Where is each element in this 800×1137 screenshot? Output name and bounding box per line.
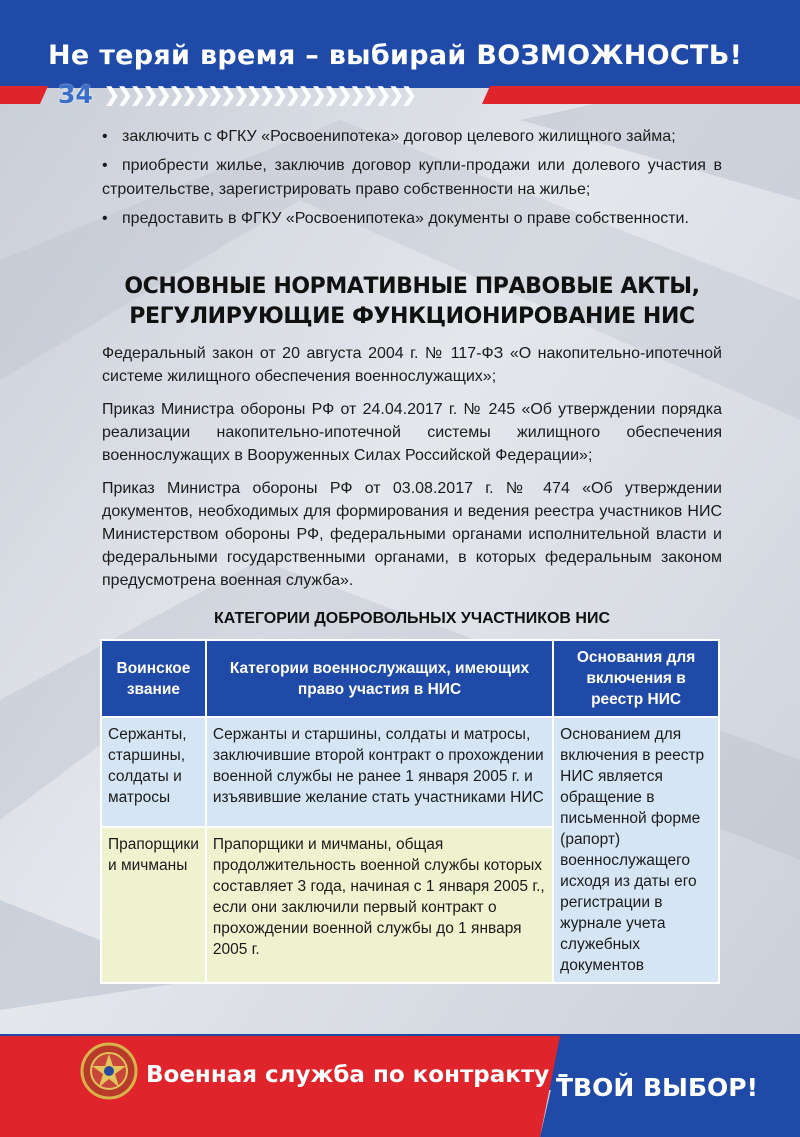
legal-acts-list [102, 342, 722, 602]
participants-table [100, 639, 720, 984]
legal-act: Федеральный закон от 20 августа 2004 г. № 117-ФЗ «О накопительно-ипотечной системе жилищного обеспечения военнослужащих»; [102, 345, 722, 385]
bullet-icon: • [102, 157, 108, 174]
list-item: • заключить с ФГКУ «Росвоенипотека» договор целевого жилищного займа; [102, 125, 722, 149]
bullet-icon: • [102, 210, 108, 227]
header-category: Категории военнослужащих, имеющих право участия в НИС [206, 640, 553, 717]
page-number: 34 [58, 80, 93, 109]
chevron-right-icon: ❯❯❯❯❯❯❯❯❯❯❯❯❯❯❯❯❯❯❯❯❯❯❯❯ [104, 85, 415, 106]
cell-rank: Прапорщики и мичманы [101, 827, 206, 983]
emblem-icon [80, 1040, 138, 1102]
header-basis: Основания для включения в реестр НИС [553, 640, 719, 717]
steps-list [102, 125, 722, 236]
list-item: • предоставить в ФГКУ «Росвоенипотека» документы о праве собственности. [102, 207, 722, 231]
section-title: ОСНОВНЫЕ НОРМАТИВНЫЕ ПРАВОВЫЕ АКТЫ, РЕГУЛИРУЮЩИЕ ФУНКЦИОНИРОВАНИЕ НИС [124, 274, 700, 329]
cell-basis: Основанием для включения в реестр НИС является обращение в письменной форме (рапорт) военнослужащего исходя из даты его регистрации в журнале учета служебных документов [553, 717, 719, 983]
table-title: КАТЕГОРИИ ДОБРОВОЛЬНЫХ УЧАСТНИКОВ НИС [213, 610, 611, 627]
legal-act: Приказ Министра обороны РФ от 03.08.2017 г. № 474 «Об утверждении документов, необходимых для формирования и ведения реестра участников НИС Министерством обороны РФ, федеральными органами исполнительной власти и федеральными государственными органами, в которых федеральным законом предусмотрена военная служба». [102, 480, 722, 589]
cell-category: Сержанты и старшины, солдаты и матросы, заключившие второй контракт о прохождении военной службы не ранее 1 января 2005 г. и изъявившие желание стать участниками НИС [206, 717, 553, 827]
footer-choice: ТВОЙ ВЫБОР! [556, 1073, 758, 1102]
cell-category: Прапорщики и мичманы, общая продолжительность военной службы которых составляет 3 года, начиная с 1 января 2005 г., если они заключили первый контракт о прохождении военной службы до 1 января 2005 г. [206, 827, 553, 983]
table-row [101, 717, 719, 827]
bullet-icon: • [102, 128, 108, 145]
legal-act: Приказ Министра обороны РФ от 24.04.2017 г. № 245 «Об утверждении порядка реализации накопительно-ипотечной системы жилищного обеспечения военнослужащих в Вооруженных Силах Российской Федерации»; [102, 401, 722, 464]
header-rank: Воинское звание [101, 640, 206, 717]
cell-rank: Сержанты, старшины, солдаты и матросы [101, 717, 206, 827]
page-header-title: Не теряй время – выбирай ВОЗМОЖНОСТЬ! [48, 40, 743, 71]
list-item: • приобрести жилье, заключив договор купли-продажи или долевого участия в строительстве, зарегистрировать право собственности на жилье; [102, 154, 722, 202]
footer-slogan: Военная служба по контракту – [146, 1062, 569, 1088]
table-header-row [101, 640, 719, 717]
